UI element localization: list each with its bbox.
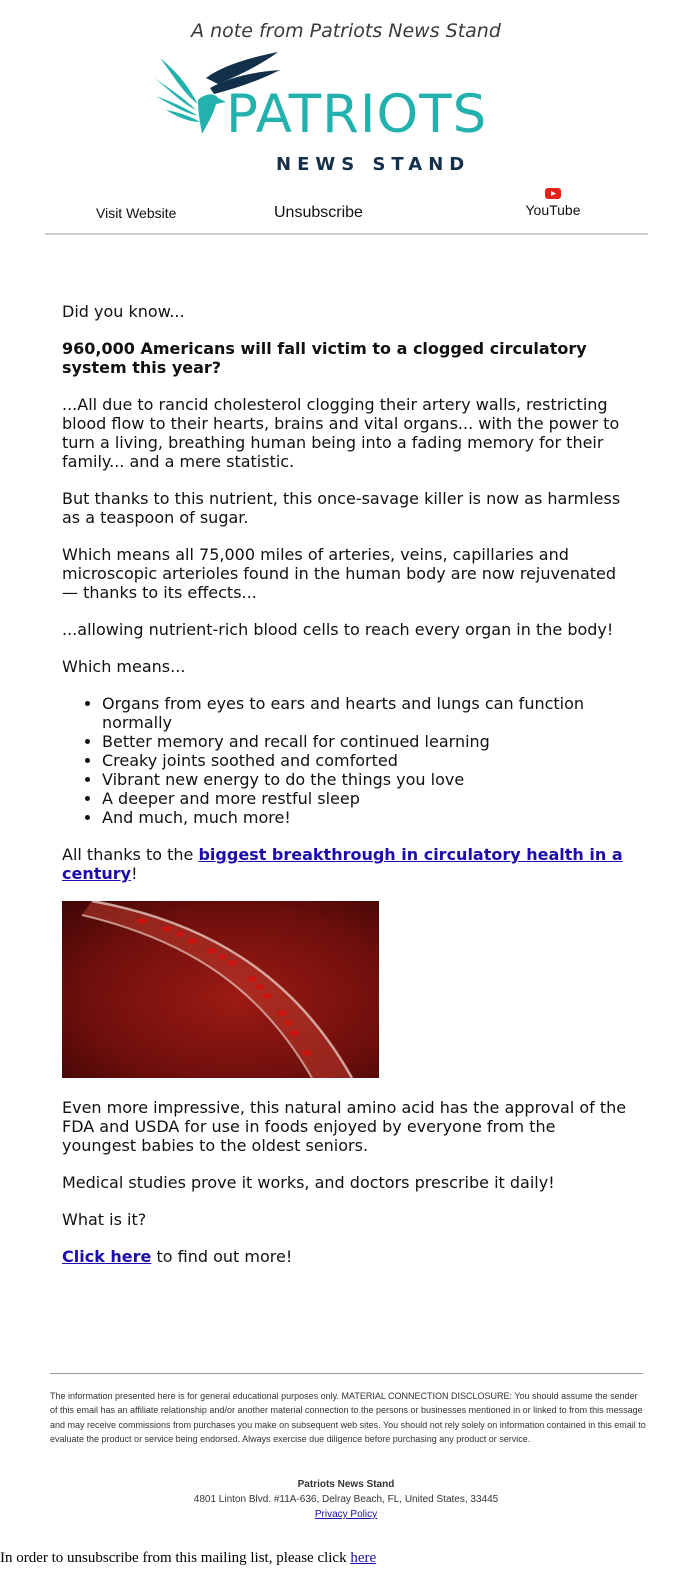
breakthrough-prefix: All thanks to the xyxy=(62,845,199,864)
list-item: • Better memory and recall for continued learning xyxy=(102,732,632,751)
breakthrough-paragraph xyxy=(62,845,632,883)
disclaimer-text: The information presented here is for general educational purposes only. MATERIAL CONNECTION DISCLOSURE: You should assume the sender of this email has an affiliate relationship and/or another material connection to the persons or businesses mentioned in or linked to from this message and may receive commissions from purchases you make on subsequent web sites. You should not rely solely on information contained in this email to evaluate the product or service being endorsed. Always exercise due diligence before purchasing any product or service. xyxy=(50,1391,646,1445)
list-item: • A deeper and more restful sleep xyxy=(102,789,632,808)
breakthrough-link[interactable]: biggest breakthrough in circulatory health in a century xyxy=(62,845,623,883)
cta-paragraph xyxy=(62,1247,632,1266)
unsubscribe-notice xyxy=(0,1550,376,1567)
body-paragraph: ...All due to rancid cholesterol clogging their artery walls, restricting blood flow to their hearts, brains and vital organs... with the power to turn a living, breathing human being into a fading memory for their family... and a mere statistic. xyxy=(62,395,620,471)
footer-company-name: Patriots News Stand xyxy=(297,1479,395,1490)
unsubscribe-notice-text: In order to unsubscribe from this mailing list, please click xyxy=(0,1550,351,1566)
patriots-news-stand-logo xyxy=(152,50,552,180)
footer-divider xyxy=(50,1373,643,1374)
unsubscribe-here-link[interactable]: here xyxy=(350,1550,377,1566)
body-paragraph: But thanks to this nutrient, this once-savage killer is now as harmless as a teaspoon of sugar. xyxy=(62,489,621,527)
unsubscribe-link[interactable]: Unsubscribe xyxy=(274,204,363,221)
footer-privacy xyxy=(0,1509,692,1520)
body-paragraph: Which means all 75,000 miles of arteries, veins, capillaries and microscopic arterioles found in the human body are now rejuvenated — thanks to its effects... xyxy=(62,545,617,602)
cta-suffix: to find out more! xyxy=(151,1247,293,1266)
youtube-icon xyxy=(545,188,561,199)
youtube-link[interactable] xyxy=(525,188,581,218)
intro-text: Did you know... xyxy=(62,302,185,321)
benefits-list xyxy=(62,694,632,827)
body-paragraph: ...allowing nutrient-rich blood cells to reach every organ in the body! xyxy=(62,620,614,639)
visit-website-link[interactable]: Visit Website xyxy=(96,205,177,221)
footer-address: 4801 Linton Blvd. #11A-636, Delray Beach, FL, United States, 33445 xyxy=(193,1494,499,1505)
body-paragraph: Even more impressive, this natural amino acid has the approval of the FDA and USDA for use in foods enjoyed by everyone from the youngest babies to the oldest seniors. xyxy=(62,1098,627,1155)
list-item: • And much, much more! xyxy=(102,808,632,827)
body-paragraph: What is it? xyxy=(62,1210,147,1229)
logo-wordmark: PATRIOTS xyxy=(226,84,488,145)
body-paragraph: Which means... xyxy=(62,657,186,676)
header-divider xyxy=(45,233,648,235)
email-body xyxy=(62,302,632,1284)
list-item: • Vibrant new energy to do the things you love xyxy=(102,770,632,789)
youtube-label: YouTube xyxy=(525,202,581,218)
logo-subtitle: NEWS STAND xyxy=(276,154,471,175)
headline-text: 960,000 Americans will fall victim to a clogged circulatory system this year? xyxy=(62,339,587,377)
list-item: • Organs from eyes to ears and hearts and lungs can function normally xyxy=(102,694,632,732)
blood-vessel-image[interactable] xyxy=(62,901,379,1078)
privacy-policy-link[interactable]: Privacy Policy xyxy=(314,1509,378,1520)
email-tagline: A note from Patriots News Stand xyxy=(191,20,501,42)
breakthrough-suffix: ! xyxy=(131,864,138,883)
body-paragraph: Medical studies prove it works, and doctors prescribe it daily! xyxy=(62,1173,555,1192)
list-item: • Creaky joints soothed and comforted xyxy=(102,751,632,770)
click-here-link[interactable]: Click here xyxy=(62,1247,152,1266)
